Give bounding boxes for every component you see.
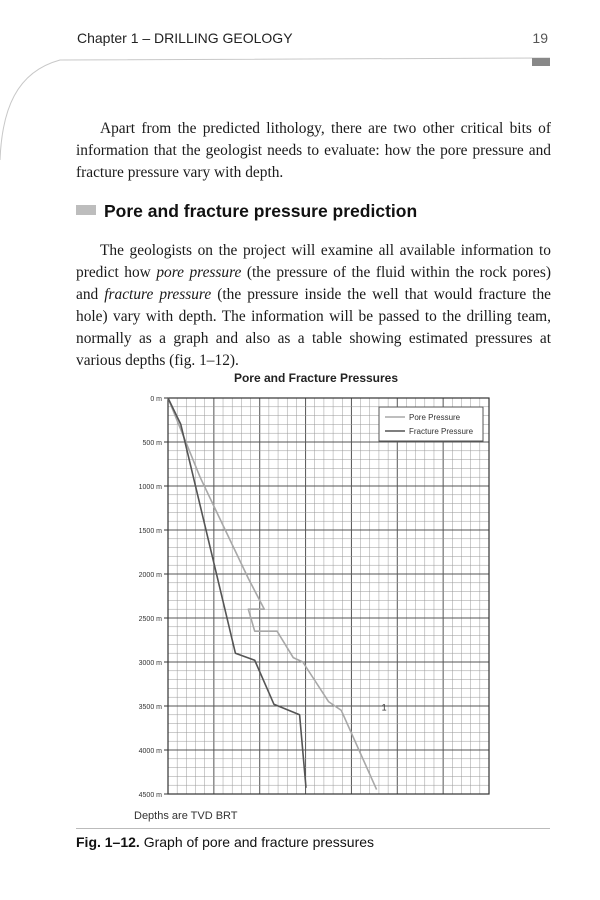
y-tick-label: 4500 m xyxy=(138,792,162,799)
term-pore-pressure: pore pressure xyxy=(156,264,242,281)
page-tab-marker xyxy=(532,58,550,66)
chart-title: Pore and Fracture Pressures xyxy=(233,371,399,385)
y-tick-label: 2500 m xyxy=(138,616,162,623)
series-line-pore-pressure xyxy=(168,398,377,790)
plot-border xyxy=(168,398,489,794)
pressure-chart xyxy=(120,366,500,836)
y-tick-label: 1500 m xyxy=(138,528,162,535)
y-tick-label: 3000 m xyxy=(138,660,162,667)
y-tick-label: 2000 m xyxy=(138,572,162,579)
caption-rule xyxy=(76,828,550,829)
y-tick-label: 3500 m xyxy=(138,704,162,711)
figure-caption xyxy=(76,834,374,850)
caption-label: Fig. 1–12. xyxy=(76,834,140,850)
section-heading xyxy=(76,201,417,225)
paragraph-intro: Apart from the predicted lithology, there are two other critical bits of information that the geologist needs to evaluate: how the pore pressure and fracture pressure vary with depth. xyxy=(76,120,551,181)
term-fracture-pressure: fracture pressure xyxy=(104,286,212,303)
paragraph-pressure xyxy=(76,240,551,372)
chart-footnote: Depths are TVD BRT xyxy=(134,810,238,822)
series-line-fracture-pressure xyxy=(168,398,306,788)
y-tick-label: 500 m xyxy=(142,440,162,447)
page-number: 19 xyxy=(532,30,548,46)
section-heading-text: Pore and fracture pressure prediction xyxy=(104,201,418,221)
section-marker xyxy=(76,205,96,215)
chart-annotation: 1 xyxy=(381,702,387,713)
paragraph-text-2: (the pressure of the fluid within the rock pores) and xyxy=(76,264,551,303)
legend-label: Fracture Pressure xyxy=(409,427,474,436)
caption-text: Graph of pore and fracture pressures xyxy=(139,834,375,850)
y-tick-label: 1000 m xyxy=(138,484,162,491)
y-tick-label: 0 m xyxy=(150,396,162,403)
paragraph-text-1: The geologists on the project will examine all available information to predict how xyxy=(76,242,551,281)
paragraph-text-3: (the pressure inside the well that would fracture the hole) vary with depth. The information will be passed to the drilling team, normally as a graph and also as a table showing estimated pressures at various depths (fig. 1–12). xyxy=(76,286,551,369)
page-header xyxy=(77,30,548,50)
legend-label: Pore Pressure xyxy=(409,413,461,422)
y-tick-label: 4000 m xyxy=(138,748,162,755)
chapter-title: Chapter 1 – DRILLING GEOLOGY xyxy=(77,30,293,46)
